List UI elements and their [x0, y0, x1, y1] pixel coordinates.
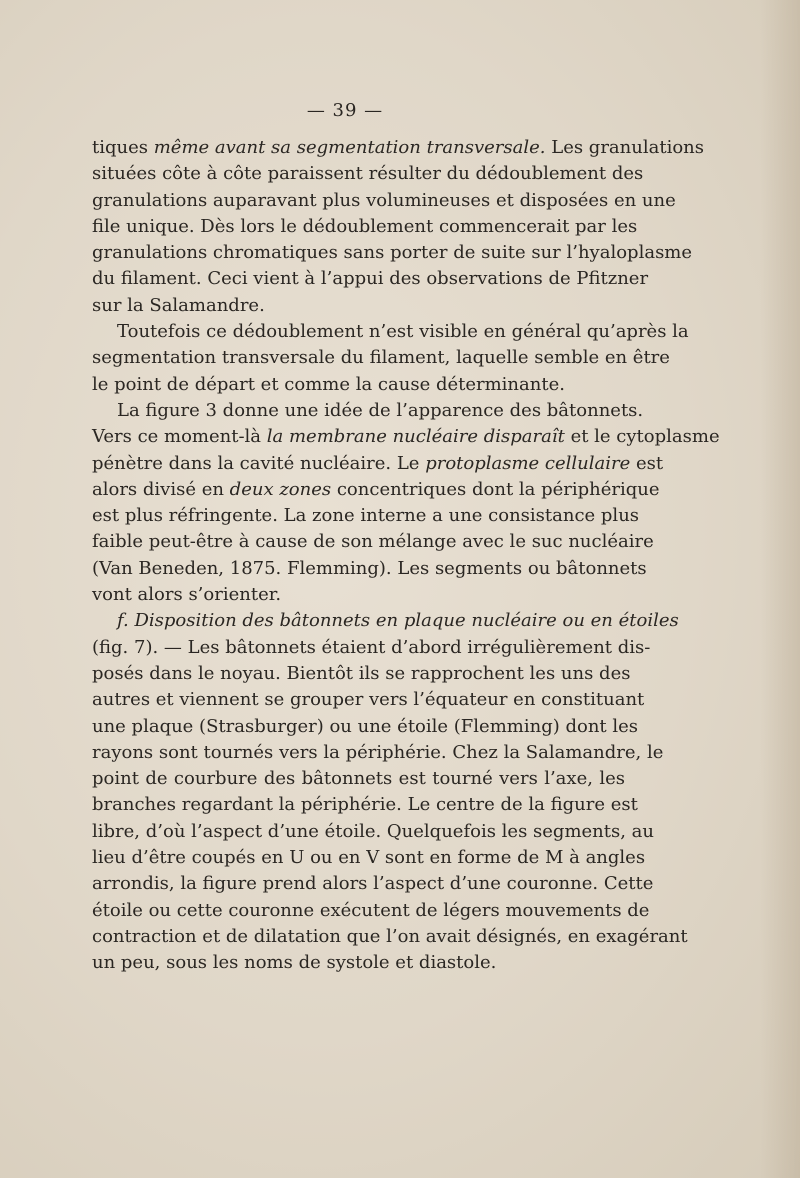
text-segment: contraction et de dilatation que l’on avait désignés, en exagérant — [92, 925, 688, 947]
text-line — [92, 924, 688, 950]
text-segment: Toutefois ce dédoublement n’est visible en général qu’après la — [117, 321, 689, 343]
text-segment: file unique. Dès lors le dédoublement commencerait par les — [92, 215, 638, 237]
paragraph — [92, 398, 720, 608]
text-segment: Vers ce moment-là — [92, 426, 267, 448]
text-segment: est — [630, 452, 664, 474]
text-segment: segmentation transversale du filament, laquelle semble en être — [92, 347, 670, 369]
text-segment: branches regardant la périphérie. Le centre de la figure est — [92, 794, 638, 816]
text-segment: rayons sont tournés vers la périphérie. Chez la Salamandre, le — [92, 741, 664, 763]
text-segment: alors divisé en — [92, 478, 230, 500]
text-segment: granulations chromatiques sans porter de suite sur l’hyaloplasme — [92, 242, 693, 264]
text-line — [92, 898, 650, 924]
text-segment: (Van Beneden, 1875. Flemming). Les segments ou bâtonnets — [92, 557, 647, 579]
text-line — [92, 135, 704, 161]
text-segment: du filament. Ceci vient à l’appui des observations de Pfitzner — [92, 268, 649, 290]
body-text — [92, 135, 720, 977]
text-line — [92, 819, 654, 845]
text-line — [92, 214, 638, 240]
text-line — [92, 714, 639, 740]
text-segment: étoile ou cette couronne exécutent de légers mouvements de — [92, 899, 650, 921]
text-segment: lieu d’être coupés en U ou en V sont en forme de M à angles — [92, 847, 646, 869]
text-segment: La figure 3 donne une idée de l’apparence des bâtonnets. — [117, 399, 644, 421]
text-line — [92, 687, 645, 713]
text-line — [92, 293, 625, 319]
text-line — [92, 661, 631, 687]
text-segment: tiques — [92, 137, 154, 158]
text-line — [92, 161, 644, 187]
text-segment: situées côte à côte paraissent résulter du dédoublement des — [92, 163, 644, 185]
text-line — [92, 556, 647, 582]
text-line — [92, 188, 676, 214]
text-line — [92, 845, 646, 871]
paragraph — [92, 608, 688, 976]
page-edge-shadow — [760, 0, 800, 1178]
text-segment: libre, d’où l’aspect d’une étoile. Quelquefois les segments, au — [92, 820, 654, 842]
text-line — [92, 477, 660, 503]
text-line — [92, 792, 638, 818]
text-line — [92, 240, 693, 266]
text-line — [92, 608, 679, 634]
text-line — [92, 372, 625, 398]
text-line — [92, 740, 664, 766]
text-segment: est plus réfringente. La zone interne a une consistance plus — [92, 505, 640, 527]
page-number: — 39 — — [306, 100, 384, 121]
text-segment: le point de départ et comme la cause déterminante. — [92, 373, 565, 395]
text-line — [92, 766, 625, 792]
text-segment: sur la Salamandre. — [92, 294, 265, 316]
italic-text: protoplasme cellulaire — [425, 452, 631, 474]
text-line — [92, 398, 644, 424]
text-line — [92, 451, 664, 477]
text-line — [92, 871, 654, 897]
text-segment: pénètre dans la cavité nucléaire. Le — [92, 452, 426, 474]
text-line — [92, 266, 649, 292]
text-line — [92, 319, 689, 345]
text-segment: arrondis, la figure prend alors l’aspect d’une couronne. Cette — [92, 873, 654, 895]
text-segment: posés dans le noyau. Bientôt ils se rapprochent les uns des — [92, 662, 631, 684]
italic-text: f. Disposition des bâtonnets en plaque nucléaire ou en étoiles — [117, 610, 679, 632]
text-line — [92, 950, 625, 976]
italic-text: la membrane nucléaire disparaît — [266, 426, 565, 448]
text-line — [92, 503, 640, 529]
text-segment: vont alors s’orienter. — [92, 584, 282, 606]
paragraph — [92, 135, 704, 319]
text-segment: concentriques dont la périphérique — [331, 478, 660, 500]
text-line — [92, 635, 651, 661]
text-line — [92, 582, 625, 608]
text-segment: un peu, sous les noms de systole et diastole. — [92, 952, 497, 974]
text-line — [92, 345, 670, 371]
text-segment: point de courbure des bâtonnets est tourné vers l’axe, les — [92, 768, 625, 790]
text-line — [92, 424, 720, 450]
text-segment: granulations auparavant plus volumineuses et disposées en une — [92, 189, 676, 211]
text-segment: et le cytoplasme — [564, 426, 720, 448]
italic-text: deux zones — [229, 478, 332, 500]
text-segment: Les granulations — [545, 137, 704, 158]
text-segment: faible peut-être à cause de son mélange avec le suc nucléaire — [92, 531, 654, 553]
italic-text: même avant sa segmentation transversale. — [153, 137, 546, 158]
text-line — [92, 529, 654, 555]
text-segment: (fig. 7). — Les bâtonnets étaient d’abord irrégulièrement dis- — [92, 636, 651, 658]
text-segment: une plaque (Strasburger) ou une étoile (Flemming) dont les — [92, 715, 639, 737]
paragraph — [92, 319, 689, 398]
text-segment: autres et viennent se grouper vers l’équateur en constituant — [92, 689, 645, 711]
